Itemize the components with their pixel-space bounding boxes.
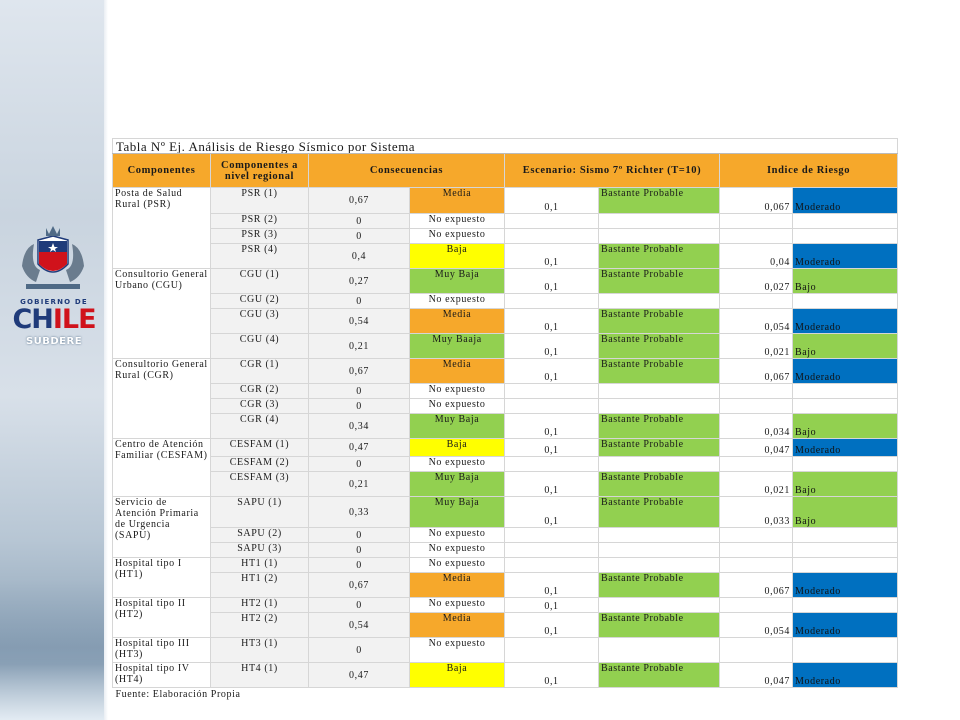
consequence-cell: Baja <box>410 244 505 269</box>
subcomponent-cell: HT2 (1) <box>211 598 309 613</box>
consequence-cell: Muy Baja <box>410 497 505 528</box>
subcomponent-cell: SAPU (1) <box>211 497 309 528</box>
probability-cell: 0,1 <box>505 188 599 214</box>
component-name: Consultorio General Rural (CGR) <box>113 359 211 439</box>
consequence-cell: Baja <box>410 663 505 688</box>
probability-cell <box>505 638 599 663</box>
risk-index-cell: 0,027 <box>720 269 793 294</box>
consequence-cell: No expuesto <box>410 558 505 573</box>
value-cell: 0,47 <box>309 439 410 457</box>
scenario-cell: Bastante Probable <box>599 414 720 439</box>
table-row <box>113 214 898 229</box>
value-cell: 0 <box>309 229 410 244</box>
probability-cell <box>505 558 599 573</box>
gobierno-text: GOBIERNO DE <box>20 298 88 306</box>
consequence-cell: Media <box>410 359 505 384</box>
risk-level-cell: Bajo <box>793 497 898 528</box>
header-consecuencias: Consecuencias <box>309 154 505 188</box>
probability-cell <box>505 399 599 414</box>
scenario-cell: Bastante Probable <box>599 309 720 334</box>
value-cell: 0,27 <box>309 269 410 294</box>
table-row <box>113 558 898 573</box>
table-row <box>113 543 898 558</box>
probability-cell <box>505 528 599 543</box>
risk-level-cell <box>793 598 898 613</box>
table-row <box>113 309 898 334</box>
component-name: Consultorio General Urbano (CGU) <box>113 269 211 359</box>
risk-table <box>112 138 898 702</box>
risk-level-cell <box>793 528 898 543</box>
risk-level-cell: Moderado <box>793 663 898 688</box>
consequence-cell: No expuesto <box>410 528 505 543</box>
risk-level-cell: Moderado <box>793 188 898 214</box>
risk-index-cell: 0,067 <box>720 573 793 598</box>
scenario-cell <box>599 229 720 244</box>
consequence-cell: Media <box>410 188 505 214</box>
scenario-cell: Bastante Probable <box>599 334 720 359</box>
value-cell: 0,21 <box>309 472 410 497</box>
scenario-cell: Bastante Probable <box>599 269 720 294</box>
consequence-cell: No expuesto <box>410 384 505 399</box>
scenario-cell <box>599 214 720 229</box>
value-cell: 0 <box>309 399 410 414</box>
probability-cell: 0,1 <box>505 573 599 598</box>
risk-index-cell: 0,04 <box>720 244 793 269</box>
table-caption: Tabla Nº Ej. Análisis de Riesgo Sísmico por Sistema <box>113 139 898 154</box>
risk-index-cell: 0,047 <box>720 439 793 457</box>
value-cell: 0 <box>309 384 410 399</box>
subcomponent-cell: SAPU (3) <box>211 543 309 558</box>
scenario-cell <box>599 294 720 309</box>
subcomponent-cell: HT2 (2) <box>211 613 309 638</box>
probability-cell: 0,1 <box>505 244 599 269</box>
scenario-cell: Bastante Probable <box>599 613 720 638</box>
table-row <box>113 359 898 384</box>
scenario-cell <box>599 384 720 399</box>
consequence-cell: No expuesto <box>410 399 505 414</box>
table-row <box>113 528 898 543</box>
probability-cell: 0,1 <box>505 598 599 613</box>
scenario-cell: Bastante Probable <box>599 244 720 269</box>
table-row <box>113 384 898 399</box>
risk-table-container <box>112 138 897 702</box>
value-cell: 0 <box>309 638 410 663</box>
subcomponent-cell: CGR (3) <box>211 399 309 414</box>
probability-cell: 0,1 <box>505 497 599 528</box>
table-row <box>113 613 898 638</box>
component-name: Hospital tipo IV (HT4) <box>113 663 211 688</box>
consequence-cell: No expuesto <box>410 543 505 558</box>
scenario-cell: Bastante Probable <box>599 472 720 497</box>
value-cell: 0,67 <box>309 359 410 384</box>
consequence-cell: Muy Baja <box>410 269 505 294</box>
table-row <box>113 269 898 294</box>
table-row <box>113 188 898 214</box>
consequence-cell: Muy Baaja <box>410 334 505 359</box>
probability-cell: 0,1 <box>505 439 599 457</box>
header-componentes-regional: Componentes a nivel regional <box>211 154 309 188</box>
risk-index-cell: 0,034 <box>720 414 793 439</box>
chile-logo-part-1: CH <box>12 304 53 335</box>
risk-index-cell: 0,021 <box>720 472 793 497</box>
probability-cell <box>505 457 599 472</box>
scenario-cell <box>599 543 720 558</box>
probability-cell: 0,1 <box>505 359 599 384</box>
risk-level-cell: Moderado <box>793 439 898 457</box>
subcomponent-cell: HT4 (1) <box>211 663 309 688</box>
scenario-cell: Bastante Probable <box>599 359 720 384</box>
probability-cell: 0,1 <box>505 334 599 359</box>
scenario-cell: Bastante Probable <box>599 663 720 688</box>
value-cell: 0 <box>309 528 410 543</box>
coat-of-arms-icon <box>12 222 94 296</box>
subcomponent-cell: HT3 (1) <box>211 638 309 663</box>
risk-index-cell <box>720 528 793 543</box>
table-row <box>113 497 898 528</box>
header-escenario: Escenario: Sismo 7º Richter (T=10) <box>505 154 720 188</box>
subcomponent-cell: CGU (4) <box>211 334 309 359</box>
table-row <box>113 229 898 244</box>
risk-index-cell: 0,047 <box>720 663 793 688</box>
risk-index-cell <box>720 558 793 573</box>
risk-index-cell <box>720 543 793 558</box>
consequence-cell: Muy Baja <box>410 472 505 497</box>
probability-cell <box>505 229 599 244</box>
risk-index-cell <box>720 457 793 472</box>
sidebar-background <box>0 0 108 720</box>
probability-cell <box>505 294 599 309</box>
probability-cell: 0,1 <box>505 613 599 638</box>
consequence-cell: No expuesto <box>410 294 505 309</box>
subcomponent-cell: PSR (4) <box>211 244 309 269</box>
table-row <box>113 573 898 598</box>
consequence-cell: Media <box>410 573 505 598</box>
risk-index-cell: 0,021 <box>720 334 793 359</box>
table-row <box>113 334 898 359</box>
scenario-cell <box>599 457 720 472</box>
risk-level-cell <box>793 294 898 309</box>
component-name: Hospital tipo III (HT3) <box>113 638 211 663</box>
risk-index-cell <box>720 384 793 399</box>
table-row <box>113 457 898 472</box>
risk-level-cell: Moderado <box>793 359 898 384</box>
table-row <box>113 439 898 457</box>
probability-cell: 0,1 <box>505 269 599 294</box>
risk-index-cell <box>720 229 793 244</box>
value-cell: 0,34 <box>309 414 410 439</box>
component-name: Hospital tipo II (HT2) <box>113 598 211 638</box>
probability-cell: 0,1 <box>505 472 599 497</box>
component-name: Centro de Atención Familiar (CESFAM) <box>113 439 211 497</box>
mountain-graphic <box>0 580 108 720</box>
chile-logo <box>0 304 108 335</box>
value-cell: 0 <box>309 294 410 309</box>
probability-cell <box>505 384 599 399</box>
consequence-cell: No expuesto <box>410 457 505 472</box>
table-row <box>113 598 898 613</box>
risk-level-cell: Moderado <box>793 613 898 638</box>
table-row <box>113 663 898 688</box>
risk-level-cell <box>793 558 898 573</box>
table-row <box>113 414 898 439</box>
risk-level-cell: Moderado <box>793 573 898 598</box>
scenario-cell <box>599 399 720 414</box>
subcomponent-cell: CGU (1) <box>211 269 309 294</box>
scenario-cell <box>599 528 720 543</box>
subcomponent-cell: CESFAM (2) <box>211 457 309 472</box>
value-cell: 0 <box>309 543 410 558</box>
risk-index-cell <box>720 294 793 309</box>
risk-level-cell: Bajo <box>793 472 898 497</box>
consequence-cell: No expuesto <box>410 638 505 663</box>
risk-level-cell <box>793 214 898 229</box>
risk-level-cell: Moderado <box>793 244 898 269</box>
probability-cell: 0,1 <box>505 309 599 334</box>
table-row <box>113 294 898 309</box>
risk-level-cell: Bajo <box>793 269 898 294</box>
subcomponent-cell: SAPU (2) <box>211 528 309 543</box>
value-cell: 0 <box>309 598 410 613</box>
risk-level-cell: Bajo <box>793 334 898 359</box>
value-cell: 0,67 <box>309 573 410 598</box>
risk-level-cell <box>793 543 898 558</box>
subcomponent-cell: HT1 (1) <box>211 558 309 573</box>
scenario-cell <box>599 598 720 613</box>
subcomponent-cell: CESFAM (1) <box>211 439 309 457</box>
value-cell: 0,67 <box>309 188 410 214</box>
table-body <box>113 188 898 688</box>
table-row <box>113 472 898 497</box>
consequence-cell: No expuesto <box>410 229 505 244</box>
consequence-cell: Muy Baja <box>410 414 505 439</box>
probability-cell <box>505 543 599 558</box>
consequence-cell: Media <box>410 613 505 638</box>
table-row <box>113 244 898 269</box>
probability-cell: 0,1 <box>505 663 599 688</box>
scenario-cell: Bastante Probable <box>599 573 720 598</box>
subcomponent-cell: CGR (4) <box>211 414 309 439</box>
sidebar-edge <box>104 0 108 720</box>
scenario-cell: Bastante Probable <box>599 497 720 528</box>
scenario-cell <box>599 558 720 573</box>
value-cell: 0 <box>309 457 410 472</box>
consequence-cell: No expuesto <box>410 214 505 229</box>
risk-index-cell: 0,067 <box>720 359 793 384</box>
value-cell: 0 <box>309 214 410 229</box>
risk-level-cell <box>793 638 898 663</box>
risk-index-cell <box>720 638 793 663</box>
subcomponent-cell: PSR (1) <box>211 188 309 214</box>
consequence-cell: No expuesto <box>410 598 505 613</box>
subdere-text: SUBDERE <box>25 336 83 347</box>
table-source: Fuente: Elaboración Propia <box>115 689 241 701</box>
risk-index-cell <box>720 214 793 229</box>
value-cell: 0,54 <box>309 613 410 638</box>
table-row <box>113 399 898 414</box>
chile-logo-part-2: ILE <box>52 304 96 335</box>
scenario-cell: Bastante Probable <box>599 439 720 457</box>
value-cell: 0,21 <box>309 334 410 359</box>
subcomponent-cell: CGR (2) <box>211 384 309 399</box>
header-indice: Indice de Riesgo <box>720 154 898 188</box>
header-componentes: Componentes <box>113 154 211 188</box>
component-name: Servicio de Atención Primaria de Urgencia (SAPU) <box>113 497 211 558</box>
scenario-cell <box>599 638 720 663</box>
scenario-cell: Bastante Probable <box>599 188 720 214</box>
table-row <box>113 638 898 663</box>
risk-index-cell: 0,054 <box>720 613 793 638</box>
subcomponent-cell: CESFAM (3) <box>211 472 309 497</box>
risk-index-cell <box>720 598 793 613</box>
consequence-cell: Baja <box>410 439 505 457</box>
risk-index-cell: 0,033 <box>720 497 793 528</box>
value-cell: 0,33 <box>309 497 410 528</box>
risk-level-cell <box>793 229 898 244</box>
subcomponent-cell: CGU (2) <box>211 294 309 309</box>
value-cell: 0,54 <box>309 309 410 334</box>
risk-level-cell: Bajo <box>793 414 898 439</box>
risk-level-cell: Moderado <box>793 309 898 334</box>
risk-level-cell <box>793 399 898 414</box>
risk-index-cell: 0,054 <box>720 309 793 334</box>
subcomponent-cell: HT1 (2) <box>211 573 309 598</box>
subcomponent-cell: PSR (3) <box>211 229 309 244</box>
risk-level-cell <box>793 457 898 472</box>
probability-cell <box>505 214 599 229</box>
risk-index-cell <box>720 399 793 414</box>
value-cell: 0,4 <box>309 244 410 269</box>
component-name: Posta de Salud Rural (PSR) <box>113 188 211 269</box>
component-name: Hospital tipo I (HT1) <box>113 558 211 598</box>
subcomponent-cell: CGU (3) <box>211 309 309 334</box>
value-cell: 0,47 <box>309 663 410 688</box>
subcomponent-cell: PSR (2) <box>211 214 309 229</box>
consequence-cell: Media <box>410 309 505 334</box>
probability-cell: 0,1 <box>505 414 599 439</box>
risk-index-cell: 0,067 <box>720 188 793 214</box>
risk-level-cell <box>793 384 898 399</box>
value-cell: 0 <box>309 558 410 573</box>
subcomponent-cell: CGR (1) <box>211 359 309 384</box>
